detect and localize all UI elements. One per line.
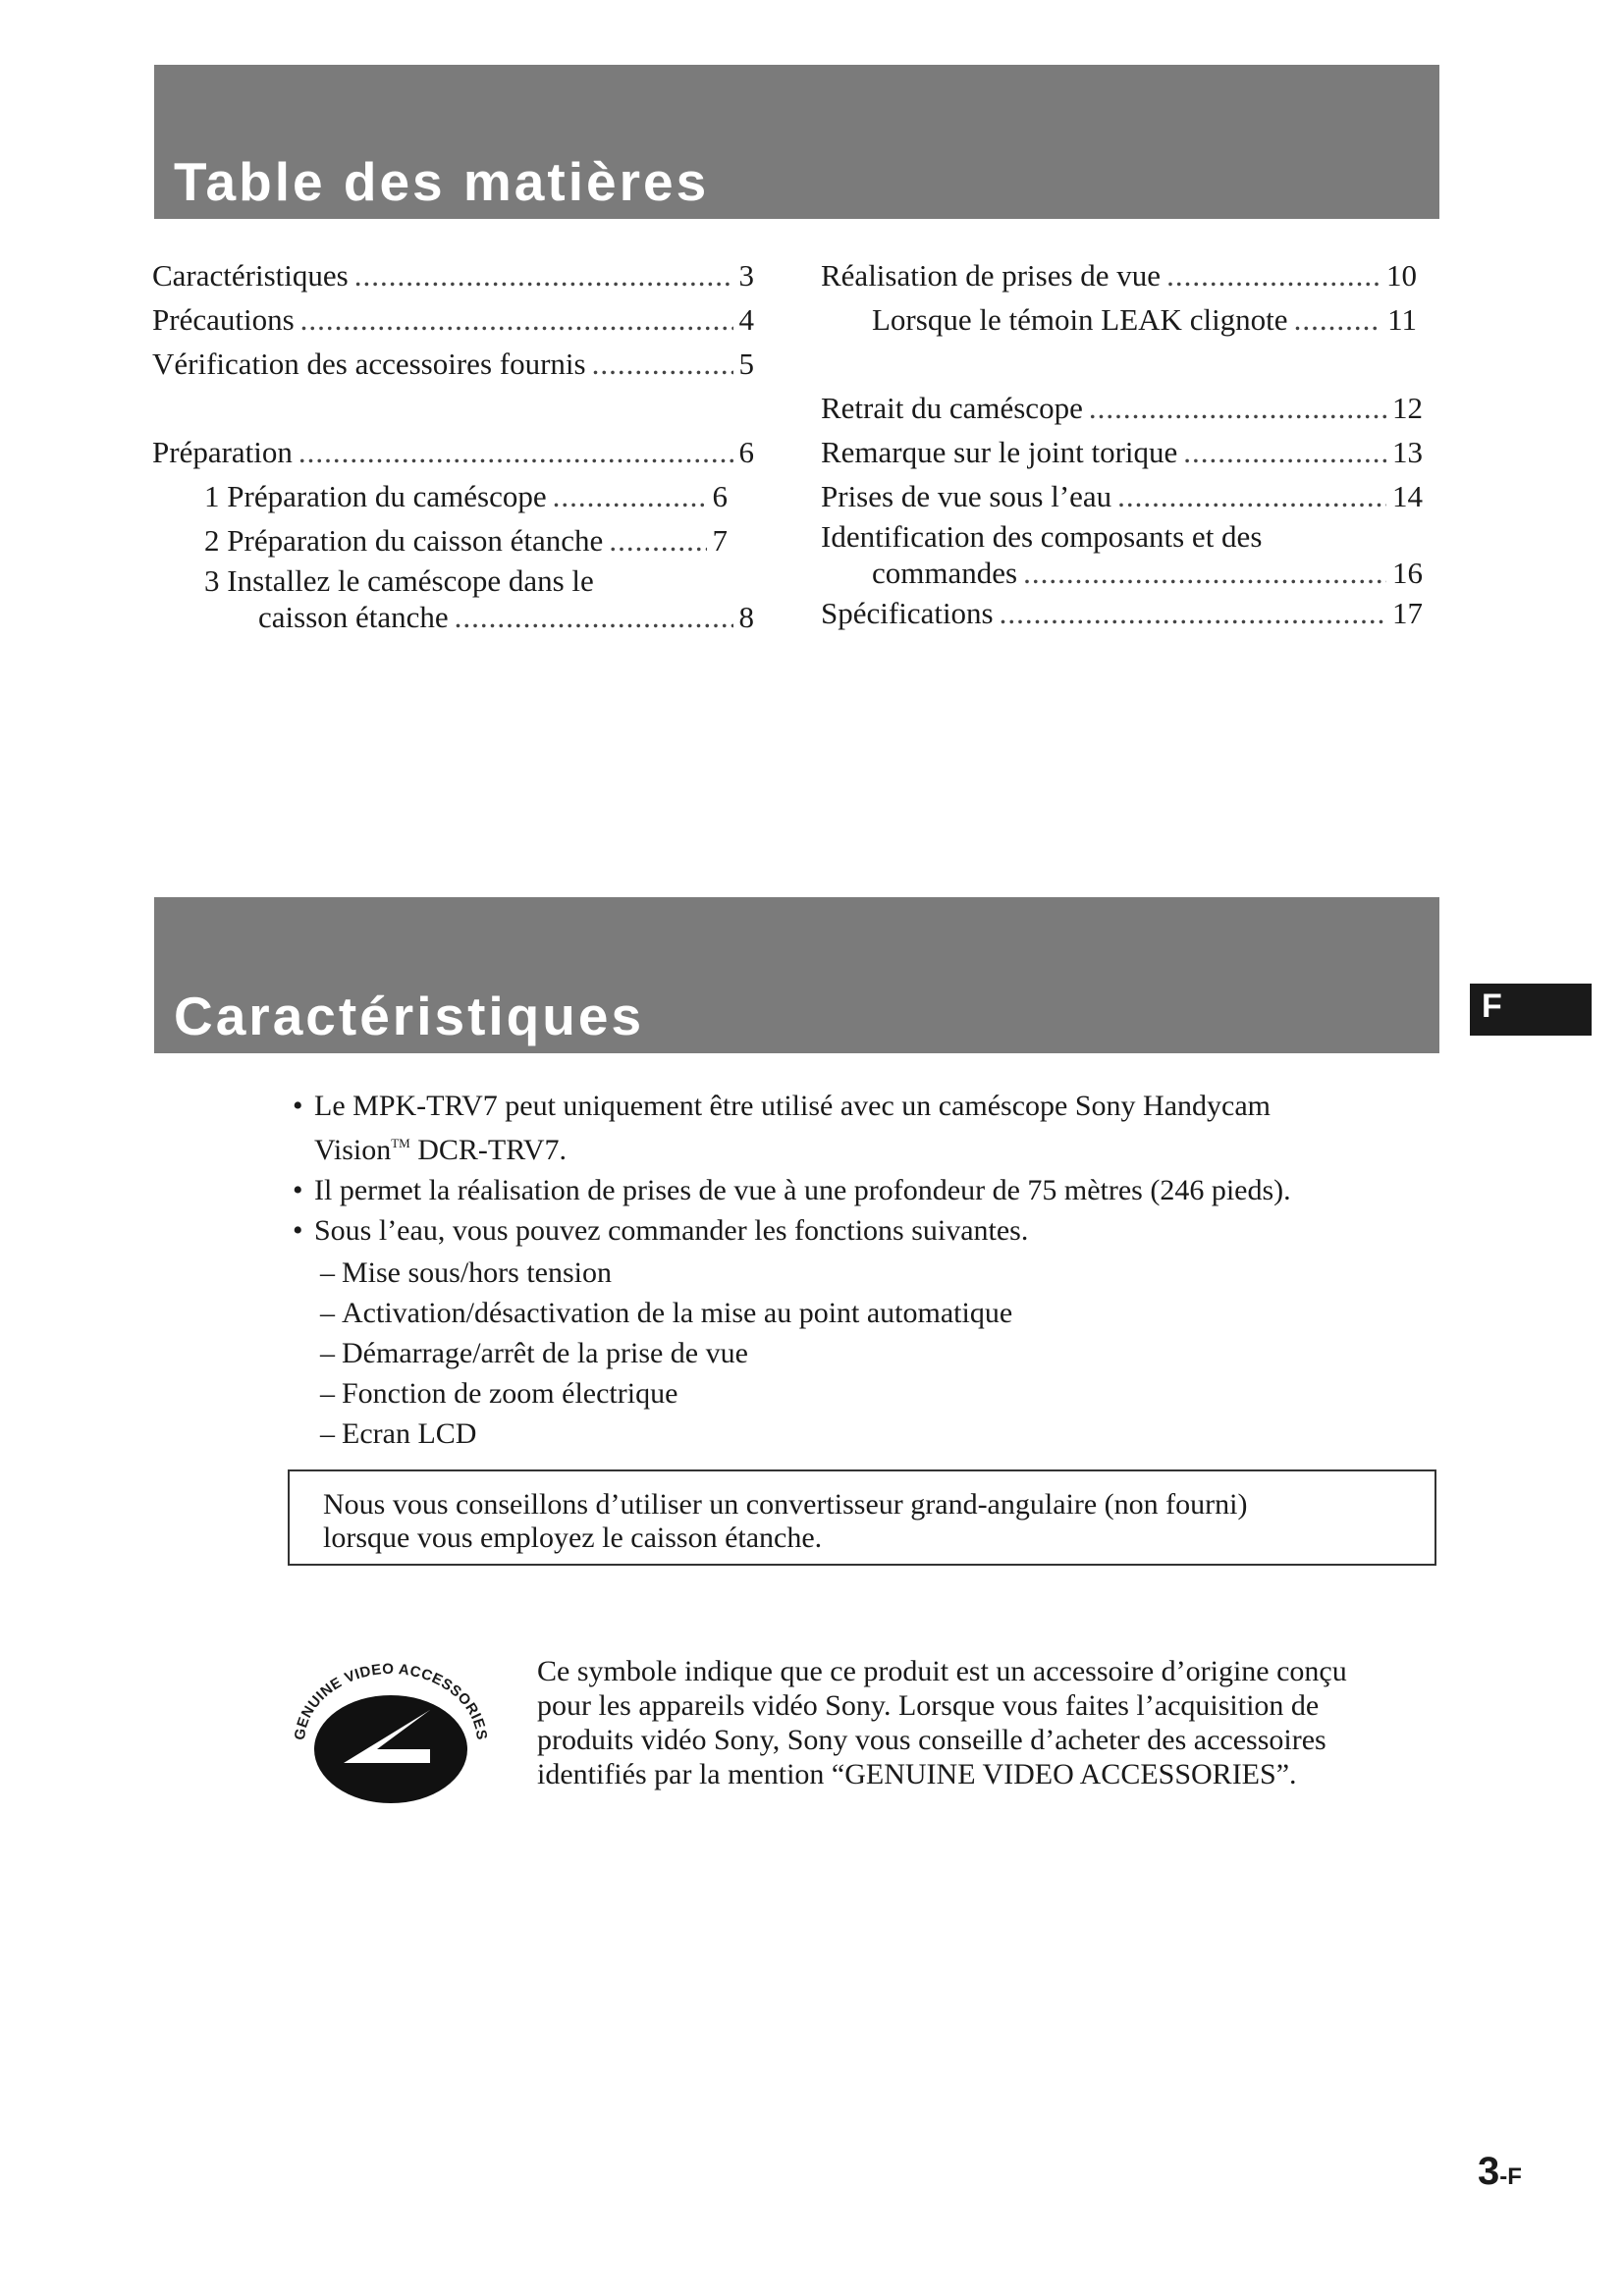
language-side-tab [1470,984,1592,1036]
toc-right-column [821,253,1423,635]
toc-subentry-first-line[interactable] [152,562,754,599]
function-item: – Fonction de zoom électrique [293,1373,1432,1414]
toc-entry-label: 1 Préparation du caméscope [204,479,547,513]
logo-ring-text: GENUINE VIDEO ACCESSORIES [291,1660,491,1741]
symbol-line: identifiés par la mention “GENUINE VIDEO ACCESSORIES”. [537,1758,1297,1790]
page-number-value: 3 [1478,2150,1500,2193]
symbol-line: Ce symbole indique que ce produit est un accessoire d’origine conçu [537,1655,1347,1687]
toc-left-column [152,253,754,635]
toc-entry-page: 6 [712,479,728,513]
toc-entry-page: 6 [738,435,754,469]
feature-bullet [293,1088,1432,1169]
feature-bullet [293,1212,1432,1250]
symbol-description [537,1654,1440,1791]
toc-leader-dots [298,430,733,474]
toc-entry-label: Spécifications [821,596,994,630]
toc-entry-page: 7 [712,523,728,558]
toc-subentry[interactable] [152,474,754,518]
symbol-line: produits vidéo Sony, Sony vous conseille d’acheter des accessoires [537,1724,1326,1756]
toc-entry-page: 12 [1392,391,1423,425]
toc-entry-label: Préparation [152,435,293,469]
feature-bullet-text: Sous l’eau, vous pouvez commander les fonctions suivantes. [314,1214,1029,1247]
toc-entry-first-line[interactable] [821,518,1423,555]
toc-subentry[interactable] [152,518,754,562]
feature-bullet-text: Le MPK-TRV7 peut uniquement être utilisé avec un caméscope Sony Handycam [314,1090,1271,1122]
toc-entry-page: 17 [1392,596,1423,630]
toc-leader-dots [553,474,707,518]
toc-entry-page: 3 [738,258,754,293]
features-header-band [154,897,1439,1053]
toc-entry-page: 8 [738,600,754,634]
toc-entry[interactable] [152,253,754,297]
toc-entry-page: 16 [1392,556,1423,590]
genuine-video-accessories-logo [283,1649,499,1806]
feature-bullet-text: Il permet la réalisation de prises de vue à une profondeur de 75 mètres (246 pieds). [314,1174,1291,1206]
toc-entry[interactable] [821,591,1423,635]
toc-leader-dots [300,297,733,342]
page-number-suffix: -F [1499,2163,1522,2190]
toc-entry-label: Remarque sur le joint torique [821,435,1178,469]
toc-header-band [154,65,1439,219]
toc-entry-label: Vérification des accessoires fournis [152,347,586,381]
toc-entry[interactable] [821,430,1423,474]
toc-entry-label: Caractéristiques [152,258,349,293]
symbol-line: pour les appareils vidéo Sony. Lorsque vous faites l’acquisition de [537,1689,1320,1722]
toc-leader-dots [609,518,706,562]
feature-bullet-text-continued: Vision [314,1134,392,1166]
language-side-tab-label: F [1482,988,1502,1025]
toc-entry-label: Retrait du caméscope [821,391,1083,425]
toc-entry-label: Identification des composants et des [821,519,1263,554]
feature-bullet [293,1172,1432,1209]
toc-entry-label: 2 Préparation du caisson étanche [204,523,604,558]
toc-leader-dots [1183,430,1386,474]
toc-entry[interactable] [821,386,1423,430]
features-heading: Caractéristiques [174,986,645,1046]
toc-subentry-continuation[interactable] [152,599,754,635]
toc-entry-page: 14 [1392,479,1423,513]
toc-leader-dots [1089,386,1386,430]
toc-entry[interactable] [821,253,1423,297]
toc-leader-dots [354,253,733,297]
toc-entry-label-continued: commandes [872,556,1018,590]
toc-entry-continuation[interactable] [821,555,1423,591]
toc-entry-page: 13 [1392,435,1423,469]
toc-leader-dots [1023,555,1386,591]
function-item: – Ecran LCD [293,1414,1432,1454]
toc-entry-label: Réalisation de prises de vue [821,258,1162,293]
toc-entry-page: 4 [738,302,754,337]
toc-entry-page: 5 [738,347,754,381]
page-number [1478,2150,1522,2194]
function-item: – Activation/désactivation de la mise au point automatique [293,1293,1432,1333]
toc-entry[interactable] [152,430,754,474]
function-item: – Mise sous/hors tension [293,1253,1432,1293]
toc-leader-dots [1000,591,1386,635]
toc-entry-page: 11 [1387,302,1417,337]
advice-line: Nous vous conseillons d’utiliser un convertisseur grand-angulaire (non fourni) [323,1488,1248,1521]
toc-entry-page: 10 [1386,258,1417,293]
toc-entry[interactable] [821,474,1423,518]
toc-entry[interactable] [152,297,754,342]
toc-entry[interactable] [152,342,754,386]
toc-subentry[interactable] [821,297,1423,342]
toc-leader-dots [1166,253,1380,297]
feature-bullet-text-model: DCR-TRV7. [409,1134,567,1166]
toc-entry-label: Prises de vue sous l’eau [821,479,1112,513]
toc-entry-label: Lorsque le témoin LEAK clignote [872,302,1288,337]
advice-box [288,1469,1436,1566]
function-item: – Démarrage/arrêt de la prise de vue [293,1333,1432,1373]
toc-leader-dots [1117,474,1386,518]
toc-leader-dots [592,342,733,386]
toc-heading: Table des matières [174,151,710,212]
toc-entry-label: Précautions [152,302,295,337]
toc-leader-dots [1294,297,1382,342]
features-list [293,1088,1432,1454]
advice-line: lorsque vous employez le caisson étanche. [323,1522,823,1554]
toc-entry-label: 3 Installez le caméscope dans le [204,563,594,598]
trademark-mark: TM [391,1136,410,1150]
toc-entry-label-continued: caisson étanche [258,600,449,634]
toc-leader-dots [455,599,733,635]
